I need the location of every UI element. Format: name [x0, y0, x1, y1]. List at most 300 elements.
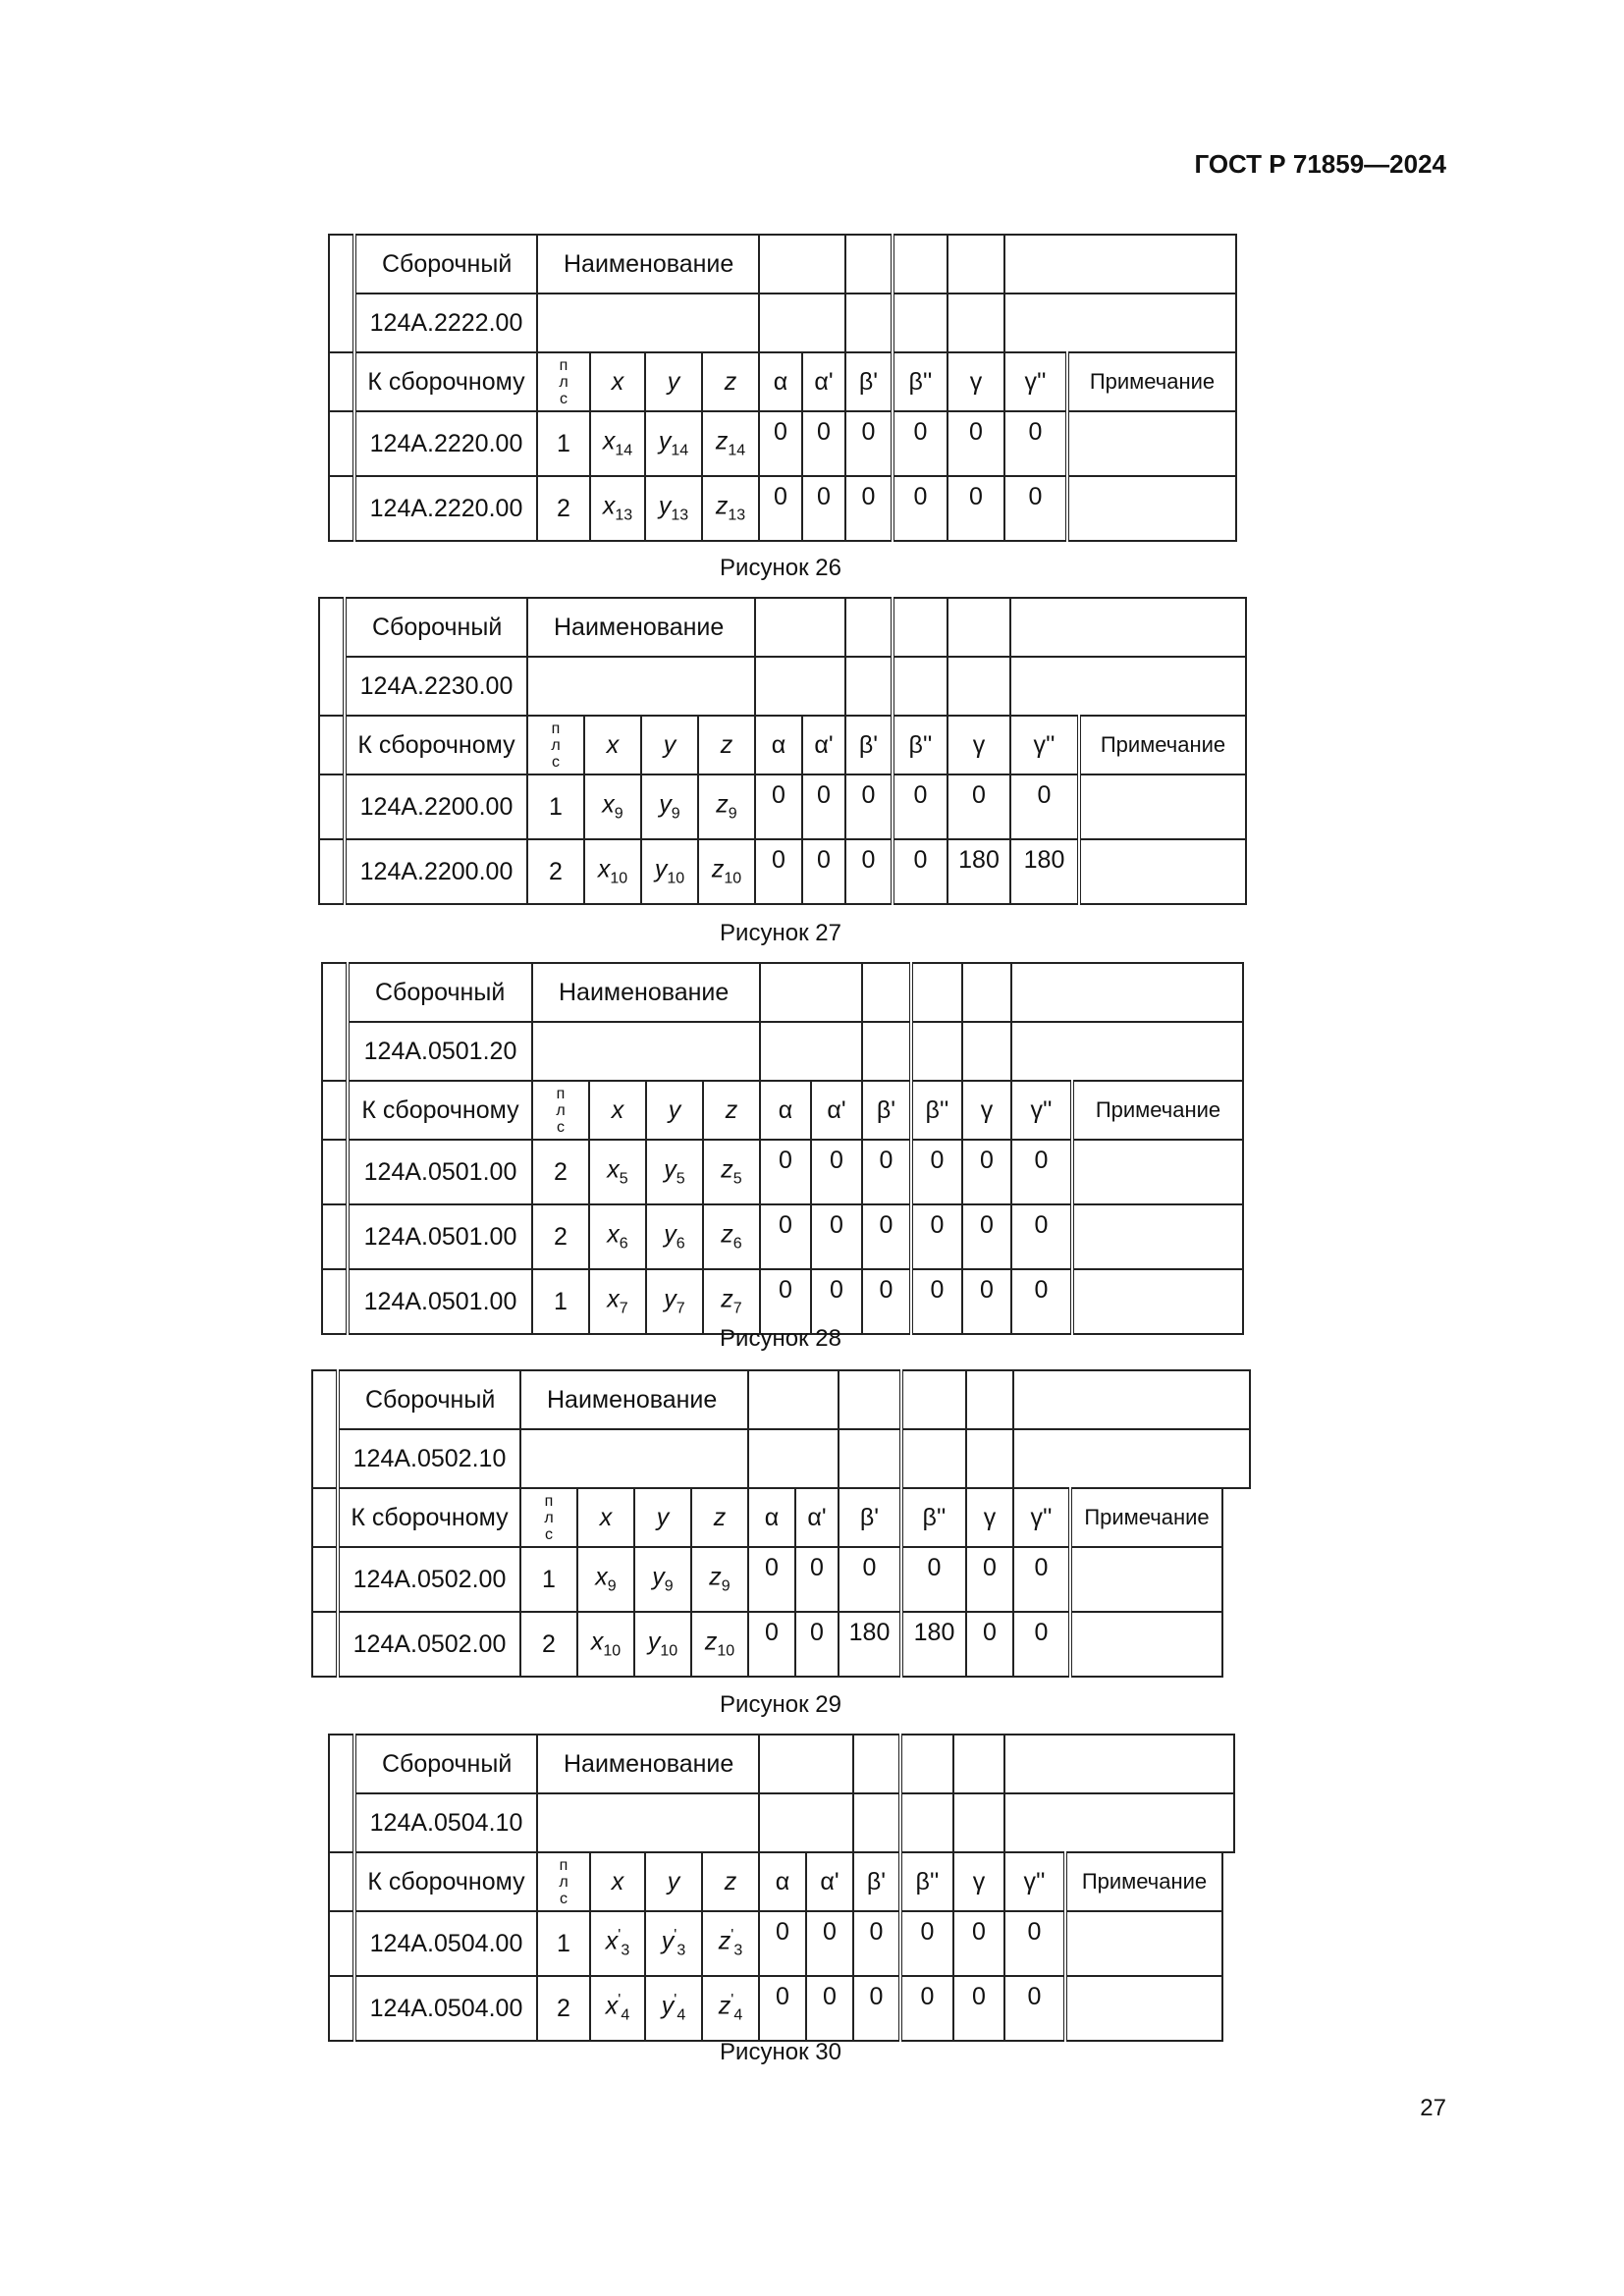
gamma-label: γ	[947, 352, 1004, 411]
beta2-value: 0	[911, 1269, 962, 1334]
name-label: Наименование	[537, 235, 759, 294]
row-mark	[312, 1547, 338, 1612]
z-value-symbol: z	[715, 492, 729, 520]
empty-cell	[845, 657, 893, 716]
pls-letter: л	[559, 1873, 568, 1891]
y-value	[646, 1140, 703, 1204]
z-label	[702, 1852, 759, 1911]
gamma-value: 0	[947, 774, 1010, 839]
alpha-label: α	[748, 1488, 795, 1547]
alpha-value: 0	[759, 1976, 806, 2041]
pls-letter: л	[559, 373, 568, 391]
beta1-value: 0	[845, 476, 893, 541]
beta1-value: 0	[845, 411, 893, 476]
gamma-label: γ	[953, 1852, 1004, 1911]
assembly-label: Сборочный	[338, 1370, 520, 1429]
empty-cell	[893, 235, 947, 294]
x-value-index: 13	[615, 507, 633, 524]
gamma-value: 0	[966, 1547, 1013, 1612]
row-mark	[329, 1976, 354, 2041]
pls-label	[537, 1852, 590, 1911]
table-row	[312, 1547, 1250, 1612]
figure-table-26	[328, 234, 1235, 542]
pls-value: 1	[527, 774, 584, 839]
to-assembly-label: К сборочному	[354, 1852, 537, 1911]
x-value-symbol: x	[602, 427, 616, 455]
beta2-value: 0	[911, 1140, 962, 1204]
pls-letter: л	[556, 1101, 566, 1119]
code-row	[312, 1429, 1250, 1488]
beta1-value: 0	[853, 1976, 900, 2041]
x-value-symbol: x	[607, 1155, 620, 1184]
gamma2-value: 0	[1004, 1911, 1065, 1976]
x-label-text: x	[611, 367, 624, 396]
z-value	[702, 1911, 759, 1976]
to-assembly-code: 124А.0504.00	[354, 1976, 537, 2041]
gamma2-value: 0	[1011, 1269, 1072, 1334]
pls-letter: п	[559, 356, 568, 374]
beta1-label: β'	[853, 1852, 900, 1911]
alpha-value: 0	[748, 1547, 795, 1612]
empty-cell	[862, 963, 911, 1022]
note-label: Примечание	[1070, 1488, 1222, 1547]
name-value	[537, 294, 759, 352]
row-mark	[322, 1269, 348, 1334]
y-value-index: 13	[671, 507, 689, 524]
beta1-value: 0	[845, 839, 893, 904]
pls-letter: п	[551, 720, 561, 737]
beta2-value: 0	[893, 476, 947, 541]
table-row	[329, 476, 1236, 541]
x-label	[590, 1852, 645, 1911]
alpha-value: 0	[759, 411, 802, 476]
x-label	[589, 1081, 646, 1140]
empty-cell	[748, 1370, 839, 1429]
x-value	[590, 476, 645, 541]
table-row	[322, 1204, 1243, 1269]
row-mark	[322, 1140, 348, 1204]
gamma2-label: γ''	[1013, 1488, 1070, 1547]
alpha1-value: 0	[802, 411, 845, 476]
z-label	[702, 352, 759, 411]
z-value-index: 6	[732, 1235, 742, 1253]
alpha-value: 0	[760, 1204, 811, 1269]
empty-cell	[1010, 598, 1246, 657]
pls-value: 1	[537, 1911, 590, 1976]
z-value-index: 7	[732, 1300, 742, 1317]
y-value-symbol: y	[659, 790, 672, 819]
pls-value: 1	[532, 1269, 589, 1334]
gamma-value: 0	[962, 1204, 1011, 1269]
z-value-symbol: z	[718, 1992, 731, 2020]
z-value	[702, 411, 759, 476]
beta2-value: 180	[901, 1612, 966, 1677]
empty-cell	[1013, 1370, 1250, 1429]
x-value-index: 14	[615, 442, 633, 459]
y-value-symbol: y	[661, 1927, 675, 1955]
pls-letter: л	[551, 736, 561, 754]
x-label	[584, 716, 641, 774]
beta2-value: 0	[900, 1976, 953, 2041]
z-value-index: 9	[721, 1577, 731, 1595]
x-value-symbol: x	[595, 1563, 608, 1591]
pls-value: 2	[532, 1204, 589, 1269]
gamma-value: 0	[953, 1976, 1004, 2041]
pls-value: 2	[532, 1140, 589, 1204]
z-value	[691, 1612, 748, 1677]
empty-cell	[748, 1429, 839, 1488]
spec-table	[318, 597, 1247, 905]
empty-cell	[911, 1022, 962, 1081]
y-label-text: y	[667, 367, 680, 396]
gamma2-value: 0	[1011, 1140, 1072, 1204]
gamma-value: 180	[947, 839, 1010, 904]
alpha1-label: α'	[802, 352, 845, 411]
beta1-label: β'	[845, 716, 893, 774]
empty-cell	[962, 1022, 1011, 1081]
z-value-symbol: z	[709, 1563, 722, 1591]
empty-cell	[853, 1735, 900, 1793]
table-row	[312, 1612, 1250, 1677]
pls-letter: с	[557, 1118, 565, 1136]
empty-cell	[893, 598, 947, 657]
gamma2-label: γ''	[1004, 1852, 1065, 1911]
empty-cell	[759, 235, 845, 294]
spec-table	[321, 962, 1244, 1335]
alpha1-value: 0	[806, 1911, 853, 1976]
empty-cell	[953, 1735, 1004, 1793]
alpha-label: α	[759, 1852, 806, 1911]
beta1-label: β'	[862, 1081, 911, 1140]
alpha-label: α	[755, 716, 802, 774]
figure-caption: Рисунок 29	[720, 1691, 841, 1718]
note-label: Примечание	[1067, 352, 1236, 411]
note-value	[1070, 1612, 1222, 1677]
z-value-symbol: z	[721, 1155, 733, 1184]
alpha-value: 0	[755, 774, 802, 839]
assembly-code: 124А.2222.00	[354, 294, 537, 352]
spec-table	[311, 1369, 1251, 1678]
y-value	[645, 476, 702, 541]
figure-caption: Рисунок 30	[720, 2039, 841, 2065]
z-value-index: 14	[728, 442, 746, 459]
gamma-value: 0	[947, 411, 1004, 476]
x-value-symbol: x	[602, 492, 616, 520]
empty-cell	[911, 963, 962, 1022]
y-label	[645, 352, 702, 411]
z-label-text: z	[724, 1867, 737, 1896]
gamma2-value: 0	[1010, 774, 1079, 839]
beta1-value: 0	[845, 774, 893, 839]
y-label-text: y	[663, 730, 677, 759]
to-assembly-code: 124А.0501.00	[348, 1204, 532, 1269]
empty-cell	[845, 235, 893, 294]
column-head-row	[319, 716, 1246, 774]
alpha1-value: 0	[802, 476, 845, 541]
z-label	[703, 1081, 760, 1140]
table-row	[329, 1911, 1234, 1976]
y-value-index: 5	[676, 1170, 685, 1188]
column-head-row	[322, 1081, 1243, 1140]
row-mark	[322, 1081, 348, 1140]
note-label: Примечание	[1065, 1852, 1222, 1911]
pls-letter: л	[544, 1509, 554, 1526]
to-assembly-label: К сборочному	[338, 1488, 520, 1547]
gamma2-label: γ''	[1004, 352, 1067, 411]
pls-value: 1	[520, 1547, 577, 1612]
z-value-symbol: z	[721, 1285, 733, 1313]
table-row	[319, 839, 1246, 904]
x-label-text: x	[611, 1095, 624, 1124]
row-mark	[312, 1488, 338, 1547]
pls-letter: п	[559, 1856, 568, 1874]
x-value-index: 7	[619, 1300, 628, 1317]
assembly-label: Сборочный	[345, 598, 527, 657]
alpha1-label: α'	[795, 1488, 839, 1547]
empty-cell	[755, 657, 845, 716]
name-value	[537, 1793, 759, 1852]
to-assembly-code: 124А.2200.00	[345, 774, 527, 839]
beta2-value: 0	[893, 839, 947, 904]
y-label-text: y	[667, 1867, 680, 1896]
beta1-value: 0	[862, 1140, 911, 1204]
gamma-label: γ	[966, 1488, 1013, 1547]
gamma2-value: 0	[1004, 476, 1067, 541]
empty-cell	[1004, 294, 1236, 352]
y-value-symbol: y	[664, 1220, 677, 1249]
y-value	[646, 1204, 703, 1269]
gamma2-value: 180	[1010, 839, 1079, 904]
spec-table	[328, 1734, 1235, 2042]
row-mark	[329, 352, 354, 411]
beta2-value: 0	[911, 1204, 962, 1269]
code-row	[329, 1793, 1234, 1852]
alpha1-label: α'	[802, 716, 845, 774]
z-value-index: 13	[728, 507, 746, 524]
row-mark	[329, 411, 354, 476]
name-value	[527, 657, 755, 716]
empty-cell	[1004, 1735, 1234, 1793]
z-value-index: 9	[728, 805, 737, 823]
z-label-text: z	[724, 367, 737, 396]
x-value-symbol: x	[605, 1992, 619, 2020]
gamma2-value: 0	[1013, 1612, 1070, 1677]
empty-cell	[901, 1370, 966, 1429]
beta1-value: 0	[862, 1269, 911, 1334]
name-value	[520, 1429, 748, 1488]
x-label-text: x	[606, 730, 620, 759]
code-row	[322, 1022, 1243, 1081]
pls-letter: с	[552, 753, 560, 771]
y-value-symbol: y	[652, 1563, 665, 1591]
empty-cell	[966, 1370, 1013, 1429]
beta2-label: β''	[901, 1488, 966, 1547]
y-value-prime: '	[674, 1927, 677, 1945]
gamma2-value: 0	[1004, 1976, 1065, 2041]
pls-letter: п	[556, 1085, 566, 1102]
beta2-value: 0	[893, 774, 947, 839]
to-assembly-code: 124А.0502.00	[338, 1547, 520, 1612]
y-label	[634, 1488, 691, 1547]
empty-cell	[966, 1429, 1013, 1488]
header-row	[319, 598, 1246, 657]
empty-cell	[1013, 1429, 1250, 1488]
z-value-symbol: z	[716, 790, 729, 819]
column-head-row	[329, 352, 1236, 411]
empty-cell	[839, 1429, 901, 1488]
alpha-value: 0	[759, 476, 802, 541]
figure-table-30	[328, 1734, 1235, 2042]
x-value	[589, 1140, 646, 1204]
name-value	[532, 1022, 760, 1081]
row-mark	[329, 476, 354, 541]
z-value-index: 4	[733, 2006, 743, 2024]
empty-cell	[893, 657, 947, 716]
gamma2-value: 0	[1013, 1547, 1070, 1612]
table-row	[319, 774, 1246, 839]
x-value-index: 10	[610, 870, 628, 887]
name-label: Наименование	[527, 598, 755, 657]
gamma-value: 0	[953, 1911, 1004, 1976]
x-value-index: 9	[607, 1577, 617, 1595]
y-value-index: 10	[667, 870, 685, 887]
gamma2-value: 0	[1011, 1204, 1072, 1269]
y-value	[641, 774, 698, 839]
y-value-index: 10	[660, 1642, 678, 1660]
y-value-index: 3	[677, 1942, 686, 1959]
y-label-text: y	[668, 1095, 681, 1124]
to-assembly-code: 124А.0504.00	[354, 1911, 537, 1976]
alpha-value: 0	[755, 839, 802, 904]
beta1-value: 180	[839, 1612, 901, 1677]
row-mark	[322, 1204, 348, 1269]
beta1-label: β'	[845, 352, 893, 411]
z-label-text: z	[713, 1503, 727, 1531]
alpha-value: 0	[759, 1911, 806, 1976]
x-value	[577, 1547, 634, 1612]
z-value-symbol: z	[718, 1927, 731, 1955]
y-value	[645, 1976, 702, 2041]
empty-cell	[853, 1793, 900, 1852]
gamma2-label: γ''	[1010, 716, 1079, 774]
empty-cell	[947, 235, 1004, 294]
assembly-code: 124А.0501.20	[348, 1022, 532, 1081]
gamma-value: 0	[962, 1140, 1011, 1204]
z-value-prime: '	[731, 1927, 734, 1945]
x-label-text: x	[611, 1867, 624, 1896]
row-mark	[319, 774, 345, 839]
alpha1-value: 0	[806, 1976, 853, 2041]
y-value-symbol: y	[654, 855, 668, 883]
empty-cell	[1011, 1022, 1243, 1081]
y-value	[645, 1911, 702, 1976]
y-value	[645, 411, 702, 476]
y-value-index: 7	[676, 1300, 685, 1317]
z-value	[703, 1204, 760, 1269]
x-value	[590, 1976, 645, 2041]
note-value	[1067, 411, 1236, 476]
z-value	[698, 839, 755, 904]
assembly-label: Сборочный	[354, 235, 537, 294]
note-value	[1079, 774, 1246, 839]
gamma2-label: γ''	[1011, 1081, 1072, 1140]
empty-cell	[760, 1022, 862, 1081]
name-label: Наименование	[537, 1735, 759, 1793]
figure-table-27	[318, 597, 1245, 905]
gamma-value: 0	[966, 1612, 1013, 1677]
note-value	[1079, 839, 1246, 904]
y-value-index: 9	[671, 805, 680, 823]
beta2-label: β''	[893, 352, 947, 411]
x-value-symbol: x	[607, 1220, 620, 1249]
beta2-value: 0	[893, 411, 947, 476]
row-mark	[319, 716, 345, 774]
y-value-index: 4	[677, 2006, 686, 2024]
row-mark	[322, 963, 348, 1081]
empty-cell	[900, 1735, 953, 1793]
code-row	[329, 294, 1236, 352]
to-assembly-code: 124А.0502.00	[338, 1612, 520, 1677]
column-head-row	[312, 1488, 1250, 1547]
beta2-value: 0	[901, 1547, 966, 1612]
header-row	[329, 235, 1236, 294]
beta1-value: 0	[839, 1547, 901, 1612]
header-row	[312, 1370, 1250, 1429]
figure-caption: Рисунок 27	[720, 920, 841, 946]
x-value-index: 6	[619, 1235, 628, 1253]
note-value	[1070, 1547, 1222, 1612]
x-value-prime: '	[618, 1992, 622, 2009]
x-value-symbol: x	[590, 1628, 604, 1656]
z-value-index: 5	[732, 1170, 742, 1188]
pls-label	[537, 352, 590, 411]
pls-letter: с	[560, 390, 568, 407]
z-value-symbol: z	[704, 1628, 718, 1656]
x-value-index: 3	[621, 1942, 630, 1959]
y-value-index: 9	[664, 1577, 674, 1595]
empty-cell	[839, 1370, 901, 1429]
x-value-symbol: x	[605, 1927, 619, 1955]
row-mark	[329, 1852, 354, 1911]
y-value-symbol: y	[658, 427, 672, 455]
y-value-index: 14	[671, 442, 689, 459]
figure-table-28	[321, 962, 1242, 1335]
name-label: Наименование	[520, 1370, 748, 1429]
empty-cell	[862, 1022, 911, 1081]
pls-letter: п	[544, 1492, 554, 1510]
pls-label	[527, 716, 584, 774]
note-label: Примечание	[1079, 716, 1246, 774]
empty-cell	[759, 1735, 853, 1793]
code-row	[319, 657, 1246, 716]
alpha-value: 0	[760, 1140, 811, 1204]
row-mark	[312, 1370, 338, 1488]
figure-caption: Рисунок 26	[720, 555, 841, 581]
y-value-prime: '	[674, 1992, 677, 2009]
empty-cell	[1010, 657, 1246, 716]
gamma-value: 0	[962, 1269, 1011, 1334]
pls-value: 2	[520, 1612, 577, 1677]
z-value-symbol: z	[721, 1220, 733, 1249]
assembly-label: Сборочный	[354, 1735, 537, 1793]
row-mark	[312, 1612, 338, 1677]
empty-cell	[1011, 963, 1243, 1022]
pls-value: 2	[537, 476, 590, 541]
z-value	[691, 1547, 748, 1612]
alpha-label: α	[760, 1081, 811, 1140]
empty-cell	[759, 294, 845, 352]
z-value-index: 10	[717, 1642, 735, 1660]
